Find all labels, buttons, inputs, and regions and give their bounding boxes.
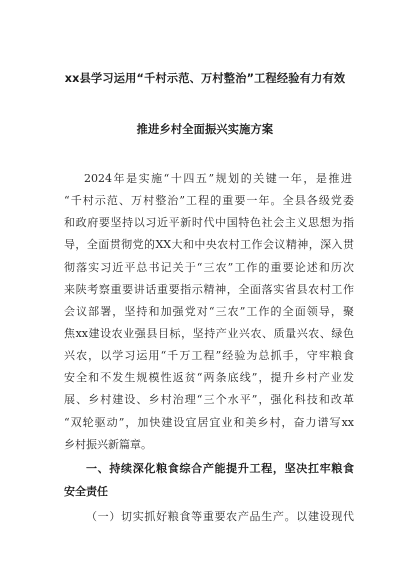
document-title-line-1: xx县学习运用“千村示范、万村整治”工程经验有力有效: [64, 72, 346, 85]
paragraph-line: 2024年是实施“十四五”规划的关键一年，是推进: [84, 172, 352, 185]
paragraph-line: 和政府要坚持以习近平新时代中国特色社会主义思想为指: [64, 216, 354, 229]
paragraph-line: 展、乡村建设、乡村治理“三个水平”，强化科技和改革: [64, 393, 354, 406]
paragraph-line: “双轮驱动”，加快建设宜居宜业和美乡村，奋力谱写xx: [64, 416, 354, 429]
paragraph-line: 来陕考察重要讲话重要指示精神，全面落实省县农村工作: [64, 283, 354, 296]
subsection-line: （一）切实抓好粮食等重要农产品生产。以建设现代: [86, 510, 354, 523]
paragraph-line: 焦xx建设农业强县目标，坚持产业兴农、质量兴农、绿色: [64, 327, 354, 340]
paragraph-line: 兴农，以学习运用“千万工程”经验为总抓手，守牢粮食: [64, 349, 354, 362]
paragraph-line: 彻落实习近平总书记关于“三农”工作的重要论述和历次: [64, 261, 354, 274]
section-heading-continuation: 安全责任: [64, 485, 108, 498]
section-heading: 一、持续深化粮食综合产能提升工程，坚决扛牢粮食: [86, 462, 354, 475]
paragraph-line: 乡村振兴新篇章。: [64, 438, 152, 451]
paragraph-line: 导，全面贯彻党的XX大和中央农村工作会议精神，深入贯: [64, 238, 354, 251]
paragraph-line: 会议部署，坚持和加强党对“三农”工作的全面领导，聚: [64, 305, 354, 318]
paragraph-line: “千村示范、万村整治”工程的重要一年。全县各级党委: [64, 194, 354, 207]
document-title-line-2: 推进乡村全面振兴实施方案: [136, 123, 274, 136]
paragraph-line: 安全和不发生规模性返贫“两条底线”，提升乡村产业发: [64, 371, 354, 384]
